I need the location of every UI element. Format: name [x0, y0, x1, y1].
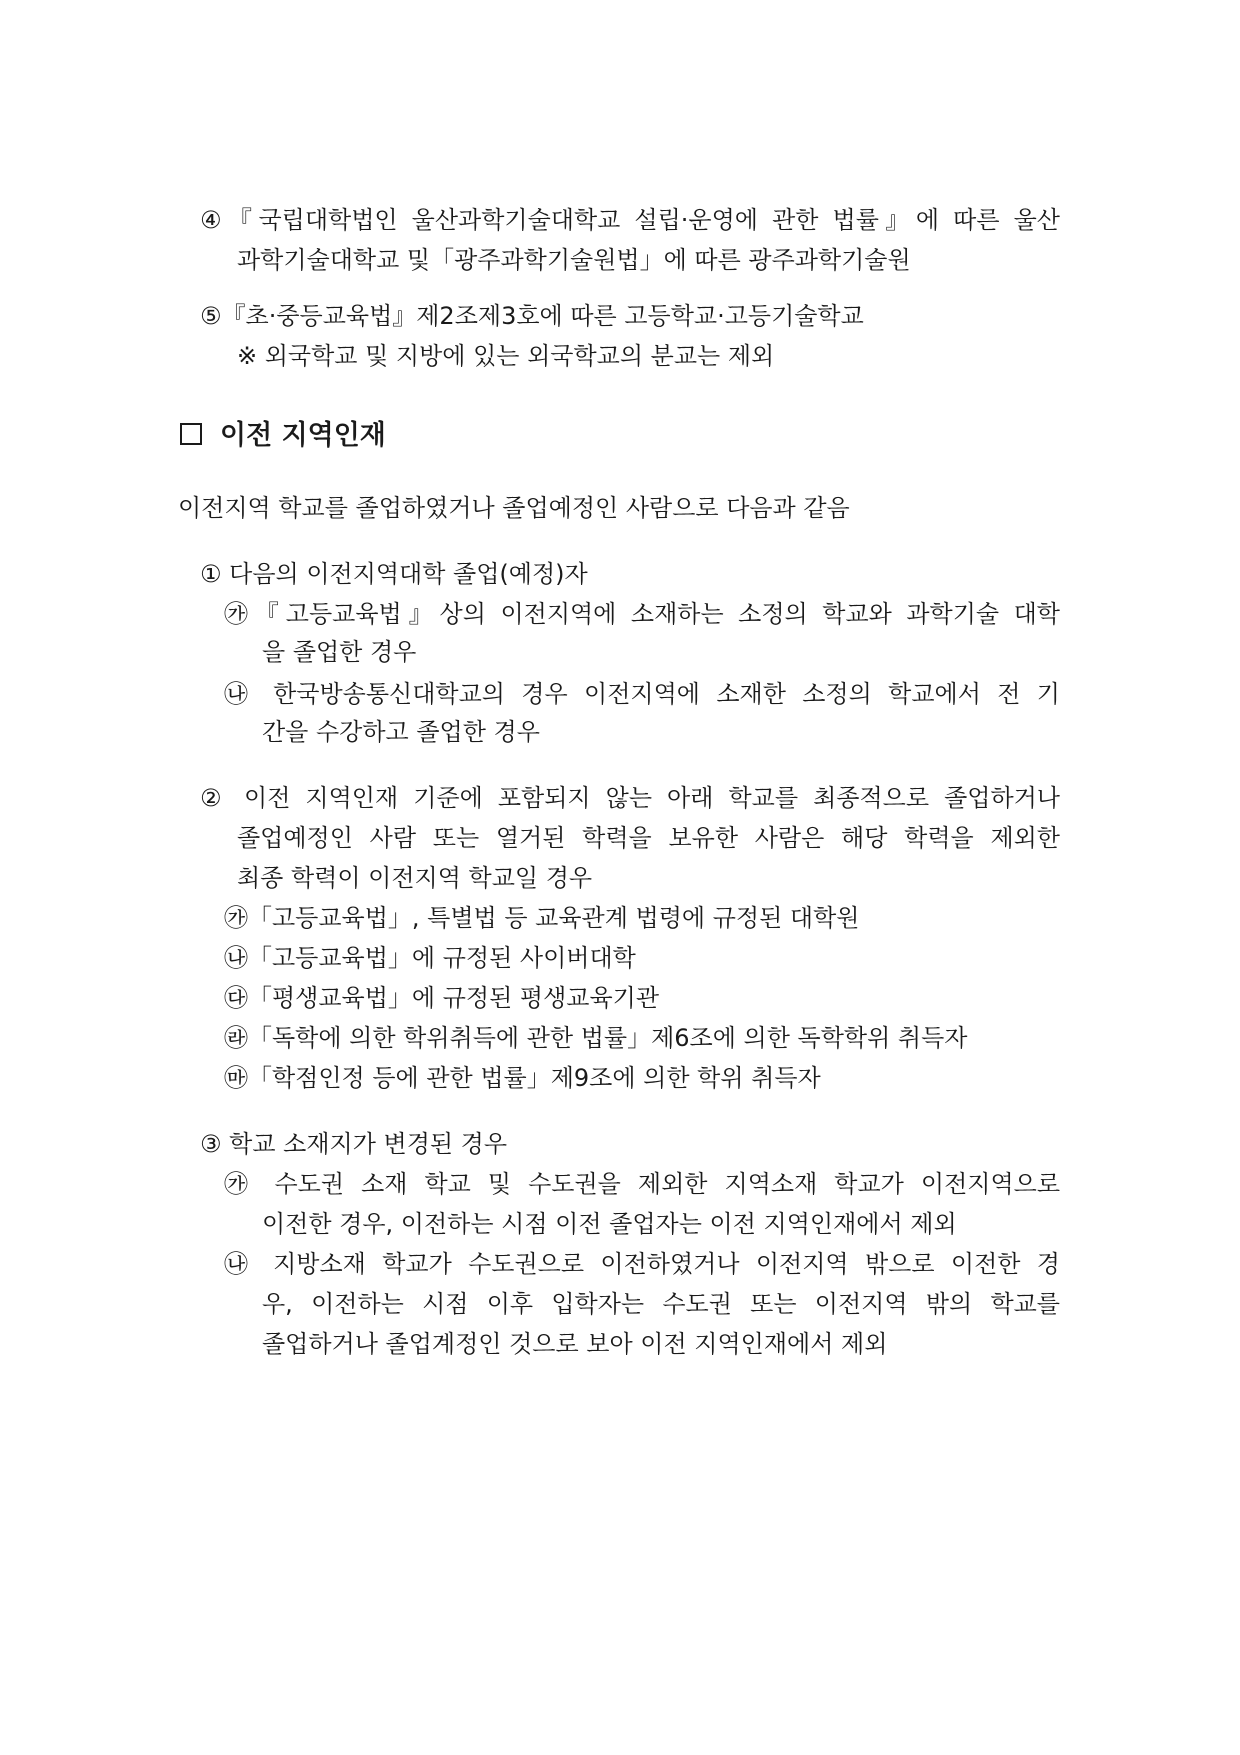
- item-2-sub-b: ㉯「고등교육법」에 규정된 사이버대학: [224, 944, 636, 972]
- item-2-sub-d: ㉱「독학에 의한 학위취득에 관한 법률」제6조에 의한 독학학위 취득자: [224, 1024, 968, 1052]
- item-4-line-1: ④『국립대학법인 울산과학기술대학교 설립·운영에 관한 법률』에 따른 울산: [200, 206, 1060, 234]
- item-3-sub-a-line-2: 이전한 경우, 이전하는 시점 이전 졸업자는 이전 지역인재에서 제외: [262, 1210, 957, 1238]
- item-2-sub-c: ㉰「평생교육법」에 규정된 평생교육기관: [224, 984, 660, 1012]
- section-title: 이전 지역인재: [220, 420, 386, 451]
- item-1-sub-b-line-1: ㉯ 한국방송통신대학교의 경우 이전지역에 소재한 소정의 학교에서 전 기: [224, 680, 1060, 708]
- item-3-sub-a-line-1: ㉮ 수도권 소재 학교 및 수도권을 제외한 지역소재 학교가 이전지역으로: [224, 1170, 1060, 1198]
- section-intro: 이전지역 학교를 졸업하였거나 졸업예정인 사람으로 다음과 같음: [178, 494, 850, 522]
- item-2-sub-a: ㉮「고등교육법」, 특별법 등 교육관계 법령에 규정된 대학원: [224, 904, 860, 932]
- item-3-sub-b-line-2: 우, 이전하는 시점 이후 입학자는 수도권 또는 이전지역 밖의 학교를: [262, 1290, 1060, 1318]
- item-4-line-2: 과학기술대학교 및「광주과학기술원법」에 따른 광주과학기술원: [237, 246, 911, 274]
- section-heading: [180, 420, 386, 452]
- item-2-line-2: 졸업예정인 사람 또는 열거된 학력을 보유한 사람은 해당 학력을 제외한: [237, 824, 1060, 852]
- item-3-sub-b-line-1: ㉯ 지방소재 학교가 수도권으로 이전하였거나 이전지역 밖으로 이전한 경: [224, 1250, 1060, 1278]
- item-2-line-1: ② 이전 지역인재 기준에 포함되지 않는 아래 학교를 최종적으로 졸업하거나: [200, 784, 1060, 812]
- item-3-sub-b-line-3: 졸업하거나 졸업계정인 것으로 보아 이전 지역인재에서 제외: [262, 1330, 888, 1358]
- item-3-title: ③ 학교 소재지가 변경된 경우: [200, 1130, 508, 1158]
- item-5-note: ※ 외국학교 및 지방에 있는 외국학교의 분교는 제외: [237, 342, 775, 370]
- checkbox-square-icon: [180, 423, 202, 445]
- item-1-sub-a-line-2: 을 졸업한 경우: [262, 638, 417, 666]
- item-1-sub-b-line-2: 간을 수강하고 졸업한 경우: [262, 718, 540, 746]
- item-5-line-1: ⑤『초·중등교육법』제2조제3호에 따른 고등학교·고등기술학교: [200, 302, 864, 330]
- item-1-title: ① 다음의 이전지역대학 졸업(예정)자: [200, 560, 588, 588]
- item-2-sub-e: ㉲「학점인정 등에 관한 법률」제9조에 의한 학위 취득자: [224, 1064, 821, 1092]
- item-1-sub-a-line-1: ㉮『고등교육법』상의 이전지역에 소재하는 소정의 학교와 과학기술 대학: [224, 600, 1060, 628]
- item-2-line-3: 최종 학력이 이전지역 학교일 경우: [237, 864, 593, 892]
